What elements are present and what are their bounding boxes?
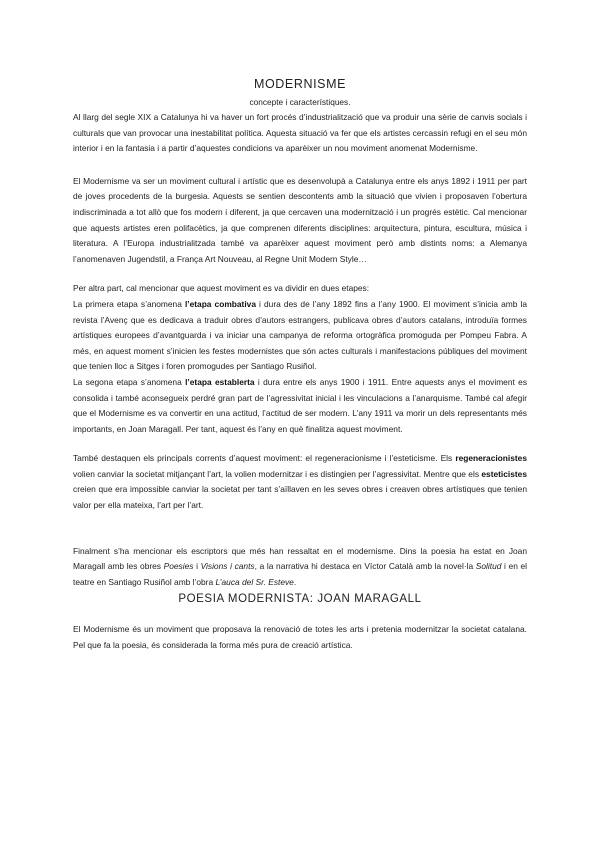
section-heading-maragall: POESIA MODERNISTA: JOAN MARAGALL: [178, 593, 422, 606]
italic-title-solitud: Solitud: [475, 561, 502, 572]
bold-term-esteticistes: esteticistes: [481, 468, 527, 479]
bold-term-regeneracionistes: regeneracionistes: [455, 453, 527, 464]
paragraph-currents: [73, 451, 527, 513]
text-run: i dura des de l’any 1892 fins a l’any 1900. El moviment s’inicia amb la revista l’Avenç que es dedicava a traduir obres d’autors estrangers, publicava obres d’autors catalans, introduïa formes artístiques europees d’avantguarda i va iniciar una campanya de reforma ortogràfica promoguda per Pompeu Fabra. A més, en aquest moment s’inicien les festes modernistes que són actes culturals i manifestacions públiques del moviment que tenien lloc a Sitges i foren promogudes per Santiago Rusiñol.: [73, 298, 527, 372]
page-title: MODERNISME: [253, 77, 347, 91]
paragraph-intro: Al llarg del segle XIX a Catalunya hi va haver un fort procés d’industrialització que va produir una sèrie de canvis socials i culturals que van provocar una inestabilitat política. Aquesta situació va fer que els artistes cercassin refugi en el seu món interior i en la fantasia i a partir d’aquestes condicions va aparèixer un nou moviment anomenat Modernisme.: [73, 112, 527, 154]
text-run: , a la narrativa hi destaca en Víctor Català amb la novel·la: [254, 561, 476, 572]
text-run: Finalment s’ha mencionar els escriptors que més han ressaltat en el modernisme. Dins la poesia ha estat en Joan Maragall amb les obres: [73, 545, 527, 572]
page-subtitle: concepte i característiques.: [249, 97, 351, 107]
text-run: i en el teatre en Santiago Rusiñol amb l’obra: [73, 561, 528, 587]
bold-term-establerta: l’etapa establerta: [185, 376, 255, 387]
paragraph-first-stage: [73, 297, 527, 375]
text-run: .: [293, 576, 297, 587]
text-run: i: [193, 561, 201, 572]
italic-title-poesies: Poesies: [163, 561, 194, 572]
text-run: i dura entre els anys 1900 i 1911. Entre aquests anys el moviment es consolida i també aconsegueix perdré gran part de l’agressivitat inicial i les vinculacions a l’anarquisme. També cal afegir que el Modernisme es va convertir en una actitud, l’actitud de ser modern. L’any 1911 va morir un dels representants més importants, en Joan Maragall. Per tant, aquest és l’any en què finalitza aquest moviment.: [73, 376, 528, 434]
text-run: La segona etapa s’anomena: [73, 376, 186, 387]
text-run: volien canviar la societat mitjançant l’art, la volien modernitzar i es distingien per l’agressivitat. Mentre que els: [73, 468, 482, 479]
text-run: També destaquen els principals corrents d’aquest moviment: el regeneracionisme i l’esteticisme. Els: [73, 453, 456, 464]
document-body: [73, 76, 527, 654]
italic-title-visions: Visions i cants: [200, 561, 255, 572]
text-run: creien que era impossible canviar la societat per tant s’aïllaven en les seves obres i creaven obres artístiques que tenien valor per ella mateixa, l’art per l’art.: [73, 484, 527, 511]
paragraph-writers: [73, 544, 527, 591]
italic-title-lauca: L’auca del Sr. Esteve: [215, 576, 294, 587]
paragraph-definition: El Modernisme va ser un moviment cultural i artístic que es desenvolupà a Catalunya entre els anys 1892 i 1911 per part de joves procedents de la burgesia. Aquests se sentien descontents amb la situació que vivien i proposaven l’obertura indiscriminada a tot allò que fos modern i diferent, ja que cercaven una modernització i un progrés estètic. Cal mencionar que aquests artistes eren polifacètics, ja que comprenen diferents disciplines: arquitectura, pintura, escultura, música i literatura. A l’Europa industrialitzada també va aparèixer aquest moviment però amb distints noms: a Alemanya l’anomenaven Jugendstil, a França Art Nouveau, al Regne Unit Modern Style…: [73, 175, 527, 264]
paragraph-poetry: El Modernisme és un moviment que proposava la renovació de totes les arts i pretenia modernitzar la societat catalana. Pel que fa la poesia, és considerada la forma més pura de creació artística.: [73, 624, 527, 651]
paragraph-stages-intro: Per altra part, cal mencionar que aquest moviment es va dividir en dues etapes:: [73, 283, 370, 294]
bold-term-combativa: l’etapa combativa: [184, 298, 256, 309]
paragraph-second-stage: [73, 375, 527, 437]
text-run: La primera etapa s’anomena: [73, 298, 185, 309]
